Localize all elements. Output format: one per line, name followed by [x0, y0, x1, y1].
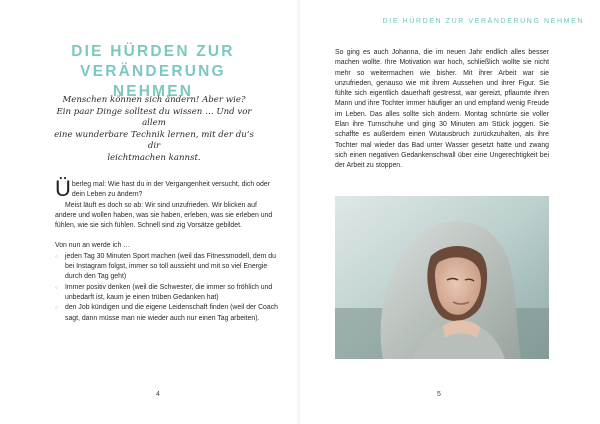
bullet-icon: ◦	[55, 282, 58, 292]
bullet-icon: ◦	[55, 303, 58, 313]
page-number-right: 5	[437, 391, 441, 398]
intro-line: eine wunderbare Technik lernen, mit der du’s dir	[54, 129, 254, 152]
chapter-title-line-2: VERÄNDERUNG NEHMEN	[80, 63, 226, 100]
opening-paragraph	[55, 176, 280, 201]
woman-hood-photo	[335, 196, 549, 359]
second-paragraph: Meist läuft es doch so ab: Wir sind unzufrieden. Wir blicken auf andere und wollen haben, was sie haben, erleben, was sie erleben und fühlen, wie sie sich fühlen. Schnell sind zig Vorsätze gebildet.	[55, 201, 273, 230]
list-item: ◦ jeden Tag 30 Minuten Sport machen (weil das Fitnessmodell, dem du bei Instagram folgst, immer so toll aussieht und mit so viel Energie durch den Tag geht)	[55, 251, 276, 281]
right-body-text: So ging es auch Johanna, die im neuen Jahr endlich alles besser machen wollte. Ihre Motivation war hoch, schließlich wollte sie nicht mehr so weitermachen wie bisher. Mit ihrer Arbeit war sie unzufrieden, genauso wie mit ihrem Aussehen und ihrer Figur. Sie fühlte sich eigentlich dauerhaft gestresst, war gereizt, pflaumte ihren Mann und ihre Tochter immer häufiger an und empfand wenig Freude im Leben. Das alles sollte sich ändern. Montag schnürte sie voller Elan ihre Turnschuhe und ging 30 Minuten am Stück joggen. Sie schaffte es außerdem einen Wutausbruch zurückzuhalten, als ihre Tochter mal wieder das Bad unter Wasser gesetzt hatte und zwang sich einen negativen Gedankenschwall über eine Ungerechtigkeit bei der Arbeit zu stoppen.	[335, 49, 549, 170]
left-body-text	[55, 176, 280, 324]
photo-illustration	[335, 196, 549, 359]
chapter-title	[50, 42, 256, 102]
list-intro: Von nun an werde ich …	[55, 242, 131, 250]
opening-paragraph-text: berleg mal: Wie hast du in der Vergangenheit versucht, dich oder dein Leben zu ändern?	[71, 181, 270, 199]
right-page	[300, 0, 600, 424]
drop-cap: Ü	[55, 176, 71, 201]
bullet-icon: ◦	[55, 251, 58, 261]
resolution-list	[55, 252, 280, 324]
intro-line: Menschen können sich ändern! Aber wie?	[62, 95, 246, 105]
chapter-title-line-1: DIE HÜRDEN ZUR	[71, 43, 235, 60]
chapter-intro	[48, 95, 260, 165]
list-item: ◦ den Job kündigen und die eigene Leidenschaft finden (weil der Coach sagt, dann müsse man nie wieder auch nur einen Tag arbeiten).	[55, 303, 278, 322]
running-header: DIE HÜRDEN ZUR VERÄNDERUNG NEHMEN	[382, 18, 584, 25]
intro-line: Ein paar Dinge solltest du wissen … Und vor allem	[56, 106, 252, 129]
list-item: ◦ Immer positiv denken (weil die Schwester, die immer so fröhlich und unbedarft ist, kaum je einen trüben Gedanken hat)	[55, 282, 273, 301]
page-number-left: 4	[156, 391, 160, 398]
intro-line: leichtmachen kannst.	[107, 152, 201, 163]
